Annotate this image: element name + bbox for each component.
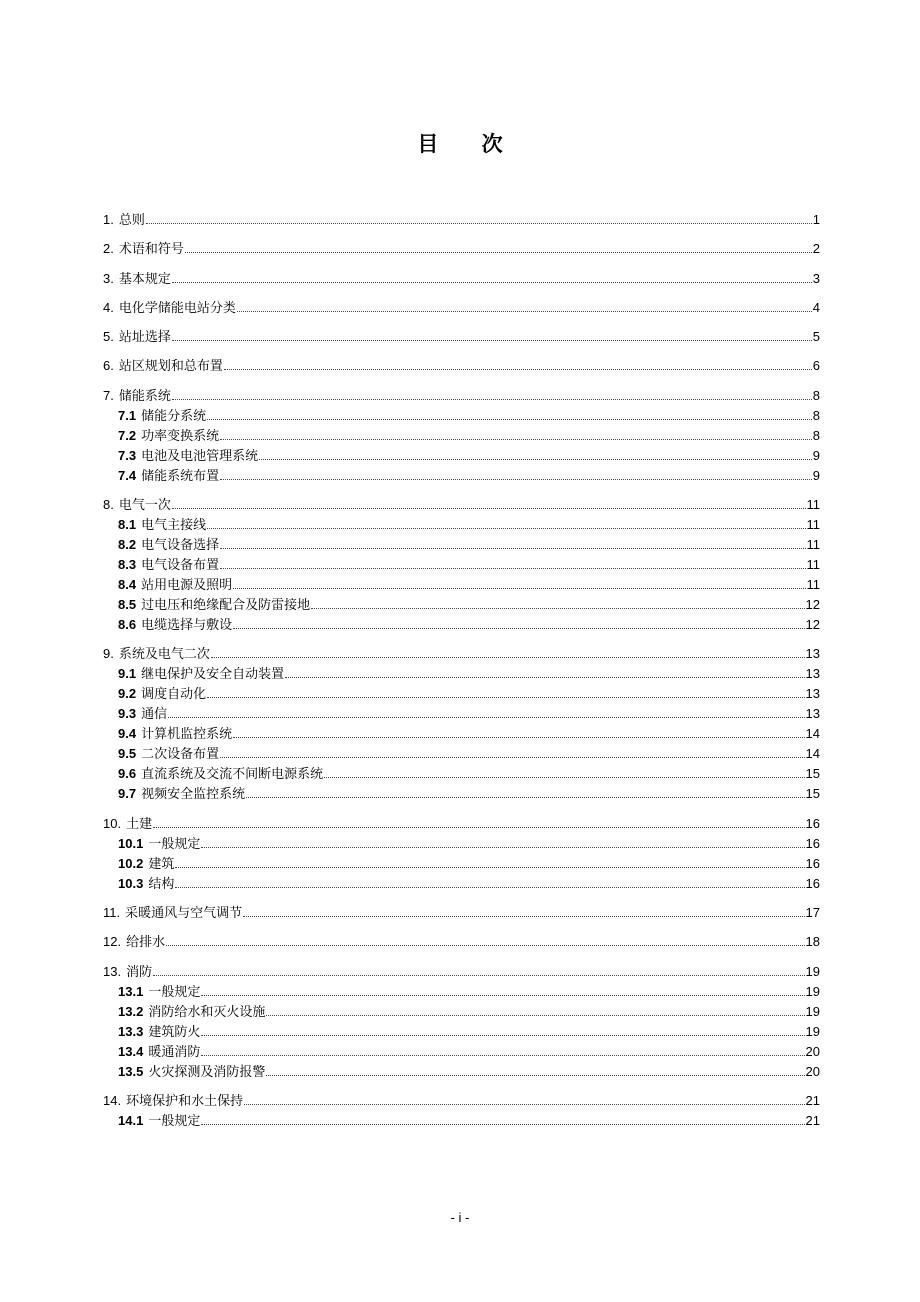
toc-dot-leader [233, 588, 805, 589]
toc-dot-leader [220, 479, 812, 480]
toc-section-entry[interactable] [103, 535, 820, 555]
toc-entry-label: 电缆选择与敷设 [141, 618, 233, 634]
page-number-footer: - i - [450, 1210, 470, 1225]
toc-entry-number: 3. [103, 270, 114, 286]
toc-dot-leader [220, 568, 805, 569]
toc-dot-leader [175, 867, 804, 868]
toc-dot-leader [207, 528, 805, 529]
toc-entry-number: 8.5 [118, 597, 137, 613]
toc-entry-number: 10.2 [118, 855, 144, 871]
toc-dot-leader [172, 508, 806, 509]
toc-entry-number: 8.4 [118, 577, 137, 593]
toc-chapter-entry[interactable] [103, 327, 820, 347]
toc-entry-label: 电气设备选择 [141, 538, 220, 554]
toc-entry-label: 给排水 [126, 935, 166, 951]
toc-chapter-entry[interactable] [103, 298, 820, 318]
toc-entry-label: 通信 [141, 707, 168, 723]
toc-dot-leader [220, 548, 805, 549]
toc-dot-leader [201, 847, 804, 848]
toc-dot-leader [244, 1104, 804, 1105]
toc-entry-number: 2. [103, 241, 114, 257]
toc-entry-label: 总则 [118, 213, 145, 228]
toc-entry-page: 16 [805, 815, 820, 831]
toc-dot-leader [168, 717, 804, 718]
toc-dot-leader [311, 608, 804, 609]
toc-entry-page: 13 [805, 686, 820, 702]
toc-dot-leader [220, 757, 804, 758]
toc-entry-label: 站址选择 [118, 330, 171, 346]
toc-entry-number: 9.5 [118, 746, 137, 762]
toc-entry-label: 继电保护及安全自动装置 [141, 667, 285, 683]
toc-entry-number: 10. [103, 815, 122, 831]
toc-entry-page: 11 [806, 557, 820, 573]
toc-entry-number: 4. [103, 299, 114, 315]
toc-entry-label: 基本规定 [118, 271, 171, 287]
toc-entry-number: 12. [103, 934, 122, 950]
toc-dot-leader [207, 419, 812, 420]
toc-entry-label: 建筑 [148, 856, 175, 872]
toc-entry-page: 9 [812, 467, 820, 483]
toc-section-entry[interactable] [103, 615, 820, 635]
toc-entry-number: 1. [103, 212, 114, 227]
toc-chapter-entry[interactable] [103, 903, 820, 923]
toc-entry-page: 13 [805, 646, 820, 662]
toc-section-entry[interactable] [103, 1022, 820, 1042]
toc-section-entry[interactable] [103, 575, 820, 595]
toc-entry-number: 7.2 [118, 427, 137, 443]
toc-section-entry[interactable] [103, 764, 820, 784]
toc-dot-leader [175, 887, 804, 888]
toc-section-entry[interactable] [103, 1042, 820, 1062]
toc-entry-label: 站用电源及照明 [141, 578, 233, 594]
toc-section-entry[interactable] [103, 555, 820, 575]
toc-dot-leader [201, 1055, 804, 1056]
toc-dot-leader [224, 369, 812, 370]
toc-dot-leader [185, 252, 812, 253]
toc-entry-label: 二次设备布置 [141, 747, 220, 763]
toc-entry-label: 直流系统及交流不间断电源系统 [141, 767, 324, 783]
toc-entry-page: 16 [805, 875, 820, 891]
toc-entry-number: 8.2 [118, 537, 137, 553]
toc-entry-page: 20 [805, 1043, 820, 1059]
toc-entry-number: 6. [103, 358, 114, 374]
toc-entry-page: 11 [806, 537, 820, 553]
toc-entry-label: 储能分系统 [141, 408, 207, 424]
toc-dot-leader [146, 223, 812, 224]
toc-entry-number: 10.3 [118, 875, 144, 891]
toc-entry-number: 11. [103, 904, 121, 920]
toc-dot-leader [220, 439, 812, 440]
toc-section-entry[interactable] [103, 744, 820, 764]
toc-dot-leader [285, 677, 804, 678]
toc-dot-leader [233, 628, 804, 629]
toc-entry-label: 站区规划和总布置 [118, 359, 223, 375]
toc-entry-number: 8. [103, 497, 114, 513]
toc-chapter-entry[interactable] [103, 962, 820, 982]
toc-section-entry[interactable] [103, 1111, 820, 1131]
toc-entry-page: 15 [805, 766, 820, 782]
toc-entry-number: 9.6 [118, 766, 137, 782]
toc-section-entry[interactable] [103, 446, 820, 466]
toc-entry-label: 电气设备布置 [141, 558, 220, 574]
toc-entry-page: 11 [806, 517, 820, 533]
toc-entry-label: 计算机监控系统 [141, 727, 233, 743]
toc-dot-leader [201, 1035, 804, 1036]
toc-entry-page: 8 [812, 407, 820, 423]
toc-entry-label: 一般规定 [148, 1113, 201, 1129]
toc-entry-page: 11 [806, 577, 820, 593]
toc-entry-page: 16 [805, 855, 820, 871]
toc-entry-label: 视频安全监控系统 [141, 787, 246, 803]
toc-chapter-entry[interactable] [103, 210, 820, 230]
toc-entry-number: 9.4 [118, 726, 137, 742]
toc-dot-leader [201, 1124, 804, 1125]
toc-chapter-entry[interactable] [103, 495, 820, 515]
toc-dot-leader [172, 399, 812, 400]
toc-entry-page: 5 [812, 329, 820, 345]
toc-entry-label: 调度自动化 [141, 687, 207, 703]
toc-section-entry[interactable] [103, 664, 820, 684]
toc-entry-page: 15 [805, 786, 820, 802]
toc-entry-page: 8 [812, 387, 820, 403]
toc-chapter-entry[interactable] [103, 932, 820, 952]
toc-entry-page: 12 [805, 617, 820, 633]
toc-entry-page: 2 [812, 241, 820, 257]
toc-section-entry[interactable] [103, 595, 820, 615]
toc-entry-page: 3 [812, 270, 820, 286]
toc-entry-page: 18 [805, 934, 820, 950]
toc-entry-number: 9.1 [118, 666, 137, 682]
toc-entry-number: 13.5 [118, 1063, 144, 1079]
toc-entry-page: 19 [805, 1023, 820, 1039]
toc-entry-number: 8.1 [118, 517, 137, 533]
toc-entry-label: 术语和符号 [118, 242, 184, 258]
toc-entry-page: 14 [805, 746, 820, 762]
toc-dot-leader [324, 777, 804, 778]
toc-chapter-entry[interactable] [103, 814, 820, 834]
toc-section-entry[interactable] [103, 515, 820, 535]
toc-entry-label: 过电压和绝缘配合及防雷接地 [141, 598, 311, 614]
toc-entry-page: 9 [812, 447, 820, 463]
toc-entry-label: 一般规定 [148, 836, 201, 852]
toc-dot-leader [237, 311, 812, 312]
toc-entry-label: 采暖通风与空气调节 [125, 905, 243, 921]
toc-entry-number: 14. [103, 1092, 122, 1108]
toc-chapter-entry[interactable] [103, 644, 820, 664]
toc-entry-number: 13. [103, 963, 122, 979]
toc-entry-page: 21 [805, 1092, 820, 1108]
toc-dot-leader [266, 1075, 804, 1076]
toc-entry-label: 电池及电池管理系统 [141, 448, 259, 464]
toc-entry-page: 8 [812, 427, 820, 443]
toc-entry-page: 17 [805, 904, 820, 920]
toc-entry-label: 暖通消防 [148, 1044, 201, 1060]
toc-entry-number: 8.3 [118, 557, 137, 573]
toc-entry-label: 土建 [126, 816, 153, 832]
toc-entry-label: 结构 [148, 876, 175, 892]
toc-entry-page: 11 [806, 497, 820, 513]
toc-entry-label: 环境保护和水土保持 [126, 1093, 244, 1109]
toc-entry-page: 13 [805, 706, 820, 722]
table-of-contents [103, 210, 820, 1131]
toc-entry-label: 一般规定 [148, 984, 201, 1000]
toc-entry-number: 7.4 [118, 467, 137, 483]
toc-chapter-entry[interactable] [103, 356, 820, 376]
toc-dot-leader [172, 282, 812, 283]
toc-entry-page: 16 [805, 835, 820, 851]
toc-entry-label: 电气一次 [118, 498, 171, 514]
toc-section-entry[interactable] [103, 466, 820, 486]
toc-entry-number: 10.1 [118, 835, 144, 851]
toc-entry-label: 电气主接线 [141, 518, 207, 534]
toc-entry-label: 储能系统布置 [141, 468, 220, 484]
toc-dot-leader [259, 459, 812, 460]
toc-dot-leader [172, 340, 812, 341]
toc-entry-label: 系统及电气二次 [118, 647, 210, 663]
toc-entry-number: 5. [103, 329, 114, 345]
toc-section-entry[interactable] [103, 834, 820, 854]
toc-entry-number: 14.1 [118, 1112, 144, 1128]
toc-dot-leader [266, 1015, 804, 1016]
toc-entry-number: 9.7 [118, 786, 137, 802]
toc-entry-number: 13.4 [118, 1043, 144, 1059]
toc-section-entry[interactable] [103, 426, 820, 446]
toc-section-entry[interactable] [103, 684, 820, 704]
toc-entry-page: 12 [805, 597, 820, 613]
toc-dot-leader [153, 975, 804, 976]
toc-entry-label: 储能系统 [118, 388, 171, 404]
toc-entry-number: 7.3 [118, 447, 137, 463]
toc-entry-label: 火灾探测及消防报警 [148, 1064, 266, 1080]
toc-dot-leader [207, 697, 804, 698]
toc-dot-leader [153, 827, 804, 828]
toc-entry-page: 19 [805, 963, 820, 979]
toc-chapter-entry[interactable] [103, 269, 820, 289]
toc-entry-page: 6 [812, 358, 820, 374]
toc-section-entry[interactable] [103, 406, 820, 426]
toc-entry-page: 1 [812, 212, 820, 227]
toc-entry-page: 19 [805, 1003, 820, 1019]
toc-dot-leader [243, 916, 804, 917]
toc-chapter-entry[interactable] [103, 239, 820, 259]
toc-entry-label: 消防给水和灭火设施 [148, 1004, 266, 1020]
toc-entry-label: 消防 [126, 964, 153, 980]
toc-section-entry[interactable] [103, 874, 820, 894]
toc-chapter-entry[interactable] [103, 386, 820, 406]
toc-entry-number: 7.1 [118, 407, 137, 423]
toc-entry-label: 功率变换系统 [141, 428, 220, 444]
toc-entry-number: 7. [103, 387, 114, 403]
toc-section-entry[interactable] [103, 784, 820, 804]
toc-section-entry[interactable] [103, 1002, 820, 1022]
toc-entry-number: 9.3 [118, 706, 137, 722]
toc-dot-leader [211, 657, 805, 658]
toc-entry-label: 电化学储能电站分类 [118, 300, 236, 316]
toc-entry-number: 8.6 [118, 617, 137, 633]
toc-entry-page: 4 [812, 299, 820, 315]
toc-entry-page: 13 [805, 666, 820, 682]
toc-dot-leader [166, 945, 804, 946]
toc-dot-leader [201, 995, 804, 996]
toc-entry-label: 建筑防火 [148, 1024, 201, 1040]
toc-entry-number: 13.3 [118, 1023, 144, 1039]
toc-entry-number: 13.2 [118, 1003, 144, 1019]
toc-entry-number: 13.1 [118, 983, 144, 999]
toc-chapter-entry[interactable] [103, 1091, 820, 1111]
toc-section-entry[interactable] [103, 704, 820, 724]
toc-entry-page: 14 [805, 726, 820, 742]
toc-entry-page: 19 [805, 983, 820, 999]
toc-section-entry[interactable] [103, 982, 820, 1002]
toc-section-entry[interactable] [103, 724, 820, 744]
toc-title: 目 次 [417, 132, 521, 156]
toc-dot-leader [233, 737, 804, 738]
toc-entry-page: 20 [805, 1063, 820, 1079]
toc-dot-leader [246, 797, 804, 798]
toc-entry-number: 9.2 [118, 686, 137, 702]
toc-entry-page: 21 [805, 1112, 820, 1128]
toc-section-entry[interactable] [103, 854, 820, 874]
toc-section-entry[interactable] [103, 1062, 820, 1082]
toc-entry-number: 9. [103, 646, 114, 662]
